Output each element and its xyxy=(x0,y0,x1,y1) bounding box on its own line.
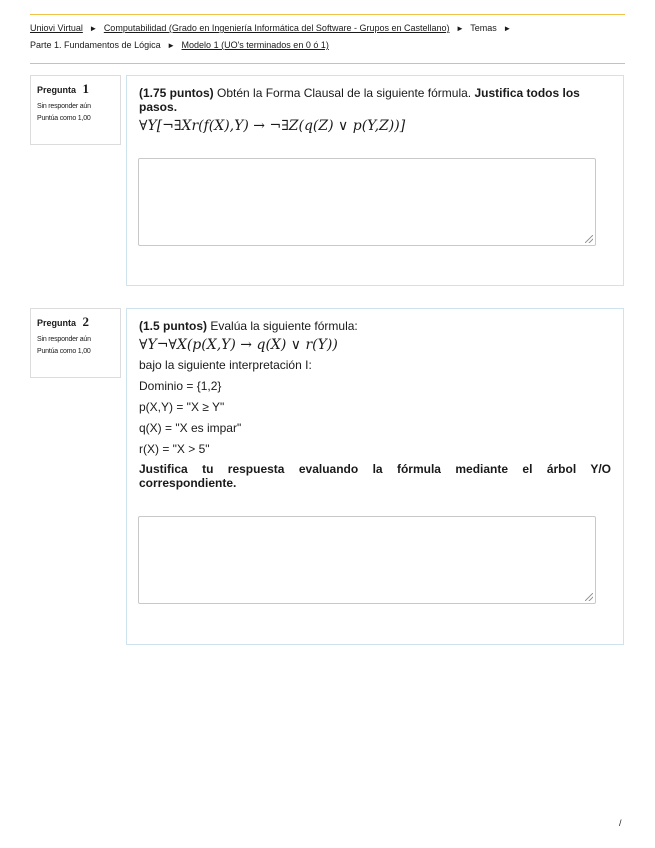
r-definition: r(X) = "X > 5" xyxy=(139,442,210,456)
question-mark: Puntúa como 1,00 xyxy=(37,115,91,122)
question-2-info xyxy=(30,308,121,378)
question-points: (1.75 puntos) xyxy=(139,86,214,100)
bottom-rule xyxy=(30,63,625,64)
breadcrumb-separator-icon: ► xyxy=(503,24,512,33)
breadcrumb-home-link[interactable]: Uniovi Virtual xyxy=(30,23,83,33)
domain-definition: Dominio = {1,2} xyxy=(139,379,222,393)
question-label: Pregunta xyxy=(37,318,77,328)
question-prompt: Obtén la Forma Clausal de la siguiente fórmula. xyxy=(217,86,472,100)
question-status: Sin responder aún xyxy=(37,103,91,110)
question-1-content xyxy=(126,75,624,286)
q-definition: q(X) = "X es impar" xyxy=(139,421,242,435)
question-mark: Puntúa como 1,00 xyxy=(37,348,91,355)
p-definition: p(X,Y) = "X ≥ Y" xyxy=(139,400,225,414)
question-2-content xyxy=(126,308,624,645)
interpretation-intro: bajo la siguiente interpretación I: xyxy=(139,358,312,372)
question-points: (1.5 puntos) xyxy=(139,319,207,333)
question-status: Sin responder aún xyxy=(37,336,91,343)
question-emphasis: Justifica tu respuesta evaluando la fórmula mediante el árbol Y/O correspondiente. xyxy=(139,462,611,490)
question-1-text: (1.75 puntos) Obtén la Forma Clausal de la siguiente fórmula. Justifica todos los pasos. xyxy=(139,86,580,114)
breadcrumb-quiz-link[interactable]: Modelo 1 (UO's terminados en 0 ó 1) xyxy=(181,40,329,50)
question-2-text xyxy=(139,319,611,333)
resize-grip-icon[interactable] xyxy=(585,235,593,243)
question-1-info xyxy=(30,75,121,145)
breadcrumb-topics[interactable]: Temas xyxy=(470,23,497,33)
top-rule xyxy=(30,14,625,15)
breadcrumb-section[interactable]: Parte 1. Fundamentos de Lógica xyxy=(30,40,161,50)
question-label: Pregunta xyxy=(37,85,77,95)
question-1-formula: ∀Y[¬∃Xr(f(X),Y) → ¬∃Z(q(Z) ∨ p(Y,Z))] xyxy=(139,118,406,134)
page-number: / xyxy=(619,818,622,828)
answer-textarea-2[interactable] xyxy=(138,516,596,604)
breadcrumb-separator-icon: ► xyxy=(89,24,98,33)
question-prompt: Evalúa la siguiente fórmula: xyxy=(210,319,358,333)
answer-textarea-1[interactable] xyxy=(138,158,596,246)
breadcrumb-separator-icon: ► xyxy=(167,41,176,50)
question-emphasis: Justifica todos los pasos xyxy=(139,86,580,114)
breadcrumb xyxy=(30,20,625,54)
breadcrumb-separator-icon: ► xyxy=(456,24,464,33)
breadcrumb-course-link[interactable]: Computabilidad (Grado en Ingeniería Informática del Software - Grupos en Castellano) xyxy=(103,23,450,33)
question-number: 1 xyxy=(82,81,89,96)
resize-grip-icon[interactable] xyxy=(585,593,593,601)
question-2-formula: ∀Y¬∀X(p(X,Y) → q(X) ∨ r(Y)) xyxy=(139,337,338,353)
question-number: 2 xyxy=(82,314,89,329)
